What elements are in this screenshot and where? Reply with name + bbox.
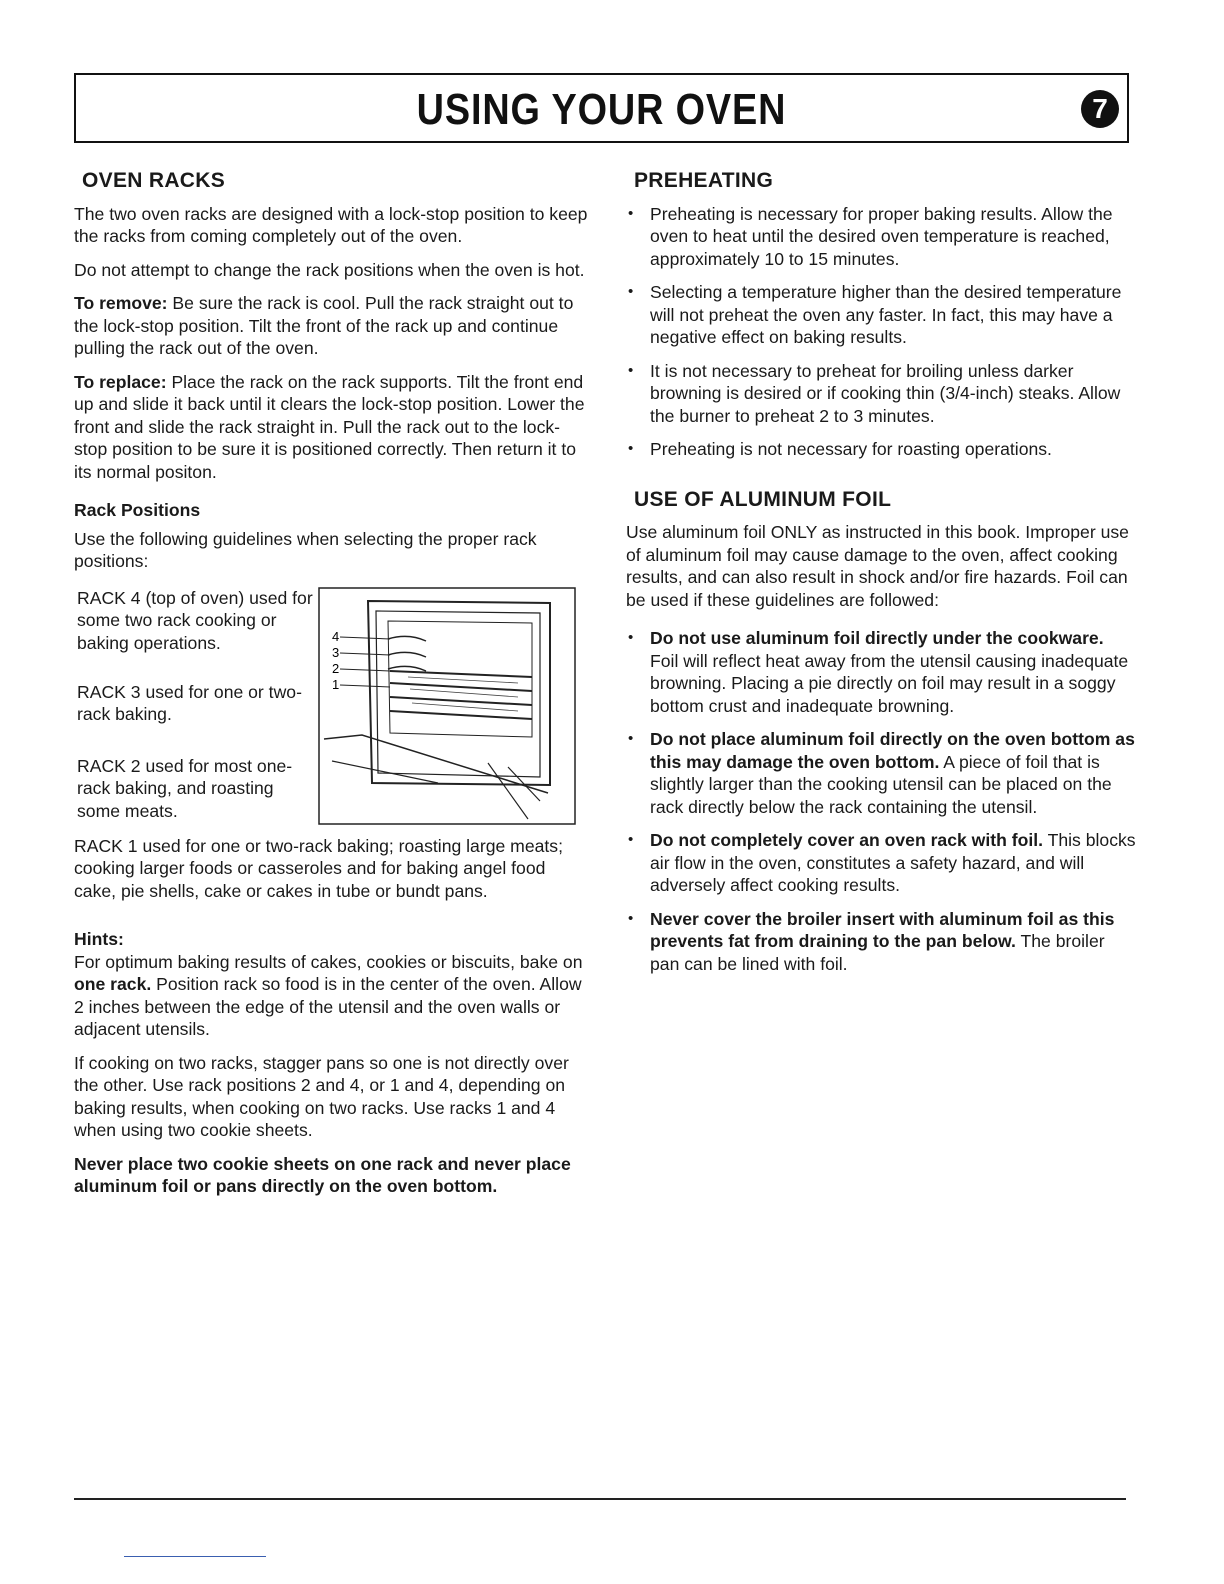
remove-paragraph [74,292,589,360]
preheating-heading: PREHEATING [634,169,774,192]
list-item [626,627,1136,717]
intro-paragraph-1: The two oven racks are designed with a lock-stop position to keep the racks from coming completely out of the oven. [74,203,588,246]
page-number-badge: 7 [1081,90,1119,128]
aluminum-foil-heading: USE OF ALUMINUM FOIL [634,487,892,511]
foil-item-bold: Do not completely cover an oven rack with foil. [650,830,1044,850]
foil-item-text: The broiler pan can be lined with foil. [650,931,1105,974]
list-item [626,728,1136,818]
rack-number-1: 1 [332,676,340,692]
rack4-label: RACK 4 [77,587,141,608]
hint-paragraph-2: If cooking on two racks, stagger pans so one is not directly over the other. Use rack positions 2 and 4, or 1 and 4, depending on baking results, when cooking on two racks. Use racks 1 and 4 when using two cookie sheets. [74,1052,569,1140]
rack1-label: RACK 1 [74,835,138,856]
rack-number-2: 2 [332,660,340,676]
foil-item-text: A piece of foil that is slightly larger than the cooking utensil can be placed on the rack directly below the rack containing the utensil. [650,751,1112,817]
rack4-description [77,587,317,655]
rack3-description [77,681,317,726]
rack-positions-block [74,587,589,835]
foil-item-text: Foil will reflect heat away from the utensil causing inadequate browning. Placing a pie directly on foil may result in a soggy bottom crust and inadequate browning. [650,650,1129,716]
list-item: • Preheating is necessary for proper baking results. Allow the oven to heat until the desired oven temperature is reached, approximately 10 to 15 minutes. [626,203,1136,271]
foil-intro: Use aluminum foil ONLY as instructed in this book. Improper use of aluminum foil may cause damage to the oven, affect cooking results, and can also result in shock and/or fire hazards. Foil can be used if these guidelines are followed: [626,522,1129,610]
foil-list [626,627,1136,975]
oven-racks-heading: OVEN RACKS [82,169,226,192]
replace-paragraph [74,371,589,484]
rack1-text: used for one or two-rack baking; roasting large meats; cooking larger foods or casseroles and for baking angel food cake, pie shells, cake or cakes in tube or bundt pans. [74,835,563,901]
warning-paragraph: Never place two cookie sheets on one rack and never place aluminum foil or pans directly on the oven bottom. [74,1153,571,1196]
foil-item-bold: Do not place aluminum foil directly on the oven bottom as this may damage the oven bottom. [650,729,1135,772]
list-item [626,908,1136,976]
replace-label: To replace: [74,371,167,392]
foil-item-bold: Never cover the broiler insert with aluminum foil as this prevents fat from draining to the pan below. [650,908,1115,951]
preheating-list [626,203,1136,461]
rack2-description [77,755,317,823]
list-item: • Preheating is not necessary for roasting operations. [626,438,1136,461]
left-column [74,170,589,1209]
remove-label: To remove: [74,293,168,313]
remove-text: Be sure the rack is cool. Pull the rack straight out to the lock-stop position. Tilt the front of the rack up and continue pulling the rack out of the oven. [74,293,574,358]
hint1-text-b: Position rack so food is in the center of the oven. Allow 2 inches between the edge of the utensil and the oven walls or adjacent utensils. [74,974,582,1039]
rack-number-3: 3 [332,644,340,660]
rack-number-4: 4 [332,628,340,644]
rack2-text: used for most one-rack baking, and roasting some meats. [77,755,293,821]
footer-mark [124,1556,266,1557]
rack4-text: (top of oven) used for some two rack cooking or baking operations. [77,587,313,653]
foil-item-text: This blocks air flow in the oven, constitutes a safety hazard, and will adversely affect cooking results. [650,830,1136,895]
rack2-label: RACK 2 [77,755,141,776]
footer-divider [74,1498,1126,1500]
foil-item-bold: Do not use aluminum foil directly under the cookware. [650,628,1104,648]
hint1-text-a: For optimum baking results of cakes, cookies or biscuits, bake on [74,951,583,972]
page-header [74,73,1129,143]
oven-rack-diagram [318,587,576,825]
list-item [626,829,1136,897]
rack-positions-intro: Use the following guidelines when selecting the proper rack positions: [74,528,537,571]
rack-positions-heading: Rack Positions [74,500,201,520]
replace-text: Place the rack on the rack supports. Tilt the front end up and slide it back until it clears the lock-stop position. Lower the front and slide the rack straight in. Pull the rack out to the lock-stop position to be sure it is positioned correctly. Then return it to its normal positon. [74,371,585,482]
rack3-text: used for one or two-rack baking. [77,681,302,724]
list-item: • Selecting a temperature higher than the desired temperature will not preheat the oven any faster. In fact, this may have a negative effect on baking results. [626,281,1136,349]
rack1-paragraph [74,835,589,903]
hint-paragraph-1 [74,951,589,1041]
hints-heading: Hints: [74,929,124,949]
rack3-label: RACK 3 [77,681,141,702]
right-column [626,170,1136,986]
intro-paragraph-2: Do not attempt to change the rack positions when the oven is hot. [74,259,585,280]
page-title: USING YOUR OVEN [416,85,787,134]
hint1-bold: one rack. [74,974,152,994]
list-item: • It is not necessary to preheat for broiling unless darker browning is desired or if cooking thin (3/4-inch) steaks. Allow the burner to preheat 2 to 3 minutes. [626,360,1136,428]
